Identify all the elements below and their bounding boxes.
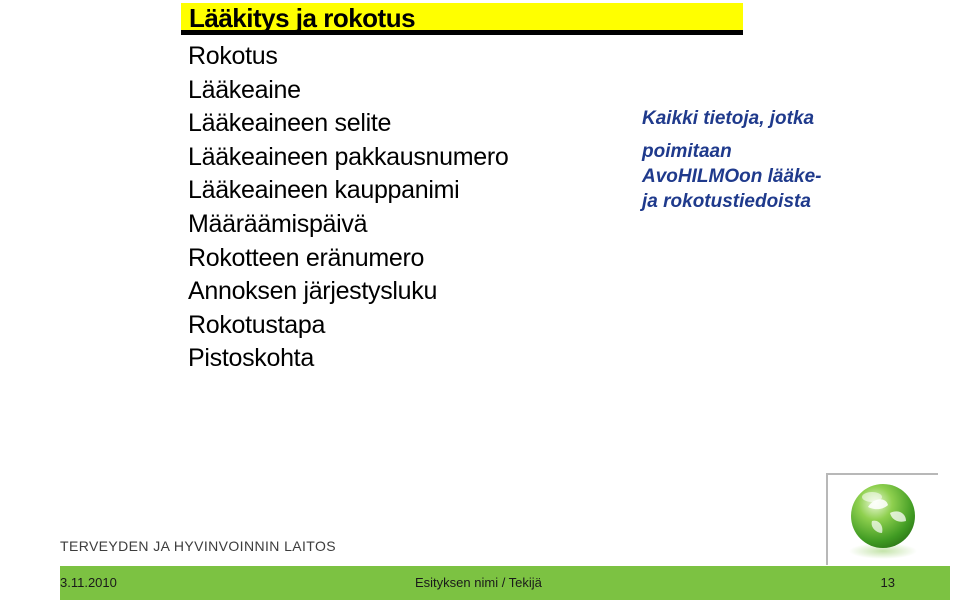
side-note <box>642 106 942 214</box>
note-line: ja rokotustiedoista <box>642 191 811 212</box>
list-item: Lääkeaineen kauppanimi <box>188 176 460 205</box>
footer-bar <box>60 566 950 600</box>
list-item: Pistoskohta <box>188 344 314 373</box>
list-item: Rokotus <box>188 42 278 70</box>
list-item: Rokotustapa <box>188 310 326 339</box>
note-line: AvoHILMOon lääke- <box>642 166 822 187</box>
note-line: Kaikki tietoja, jotka <box>642 108 815 129</box>
list-item: Annoksen järjestysluku <box>188 277 438 306</box>
field-list <box>188 40 509 376</box>
green-glass-sphere-icon <box>828 475 938 565</box>
footer-date: 3.11.2010 <box>60 575 117 590</box>
list-item: Lääkeaine <box>188 75 301 104</box>
slide-title-bar <box>181 3 743 35</box>
slide-title: Lääkitys ja rokotus <box>189 3 416 33</box>
list-item: Rokotteen eränumero <box>188 243 425 272</box>
list-item: Määräämispäivä <box>188 209 368 238</box>
note-line: poimitaan <box>642 141 732 162</box>
organization-name: TERVEYDEN JA HYVINVOINNIN LAITOS <box>60 538 337 554</box>
logo-frame <box>826 473 938 565</box>
footer-presentation: Esityksen nimi / Tekijä <box>415 575 542 590</box>
list-item: Lääkeaineen pakkausnumero <box>188 142 509 171</box>
list-item: Lääkeaineen selite <box>188 109 392 138</box>
page-number: 13 <box>880 575 895 590</box>
